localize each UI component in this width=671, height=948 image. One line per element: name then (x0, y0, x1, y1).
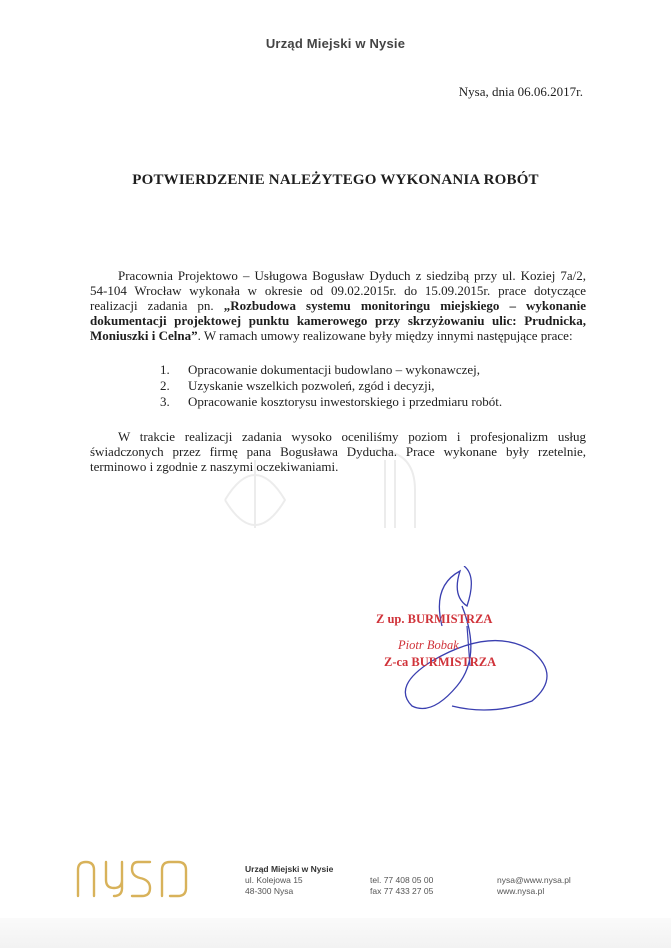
footer-fax: fax 77 433 27 05 (370, 886, 434, 896)
bottom-edge (0, 918, 671, 948)
footer-web: www.nysa.pl (497, 886, 545, 896)
footer-city: 48-300 Nysa (245, 886, 294, 896)
watermark-emblem (215, 440, 455, 530)
list-item-text: Opracowanie dokumentacji budowlano – wykonawczej, (188, 362, 481, 377)
footer-address (245, 864, 333, 897)
list-item (160, 362, 580, 378)
paragraph-1 (90, 268, 586, 343)
list-item-number: 3. (160, 394, 170, 409)
footer-contact (497, 875, 571, 897)
list-item-number: 1. (160, 362, 170, 377)
paragraph-2-text: W trakcie realizacji zadania wysoko oceniliśmy poziom i profesjonalizm usług świadczonych przez firmę pana Bogusława Dyducha. Prace wykonane były rzetelnie, terminowo i zgodnie z naszymi oczekiwaniami. (90, 429, 586, 474)
list-item-number: 2. (160, 378, 170, 393)
list-item-text: Uzyskanie wszelkich pozwoleń, zgód i decyzji, (188, 378, 435, 393)
footer-street: ul. Kolejowa 15 (245, 875, 303, 885)
signature-line-1: Z up. BURMISTRZA (376, 612, 493, 626)
nysa-logo (74, 858, 206, 900)
signature-line-3: Z-ca BURMISTRZA (384, 655, 497, 669)
footer (0, 850, 671, 910)
footer-phone (370, 875, 433, 897)
footer-email: nysa@www.nysa.pl (497, 875, 571, 885)
header-organization: Urząd Miejski w Nysie (265, 36, 406, 51)
signature-block (372, 566, 572, 716)
list-item (160, 394, 580, 410)
footer-tel: tel. 77 408 05 00 (370, 875, 434, 885)
works-list (160, 362, 580, 410)
paragraph-1-task-name: „Rozbudowa systemu monitoringu miejskiego – wykonanie dokumentacji projektowej punktu kamerowego przy skrzyżowaniu ulic: Prudnicka, Moniuszki i Celna” (90, 298, 586, 343)
paragraph-1-text-a: Pracownia Projektowo – Usługowa Bogusław Dyduch z siedzibą przy ul. Koziej 7a/2, 54-104 Wrocław wykonała w okresie od 09.02.2015r. do 15.09.2015r. prace dotyczące realizacji zadania pn. (90, 268, 586, 313)
date-line: Nysa, dnia 06.06.2017r. (458, 84, 583, 99)
list-item-text: Opracowanie kosztorysu inwestorskiego i przedmiaru robót. (188, 394, 503, 409)
document-title: POTWIERDZENIE NALEŻYTEGO WYKONANIA ROBÓT (132, 172, 539, 188)
footer-org-name: Urząd Miejski w Nysie (245, 864, 334, 874)
signature-name: Piotr Bobak (398, 638, 459, 652)
paragraph-1-text-b: . W ramach umowy realizowane były między innymi następujące prace: (197, 328, 573, 343)
list-item (160, 378, 580, 394)
